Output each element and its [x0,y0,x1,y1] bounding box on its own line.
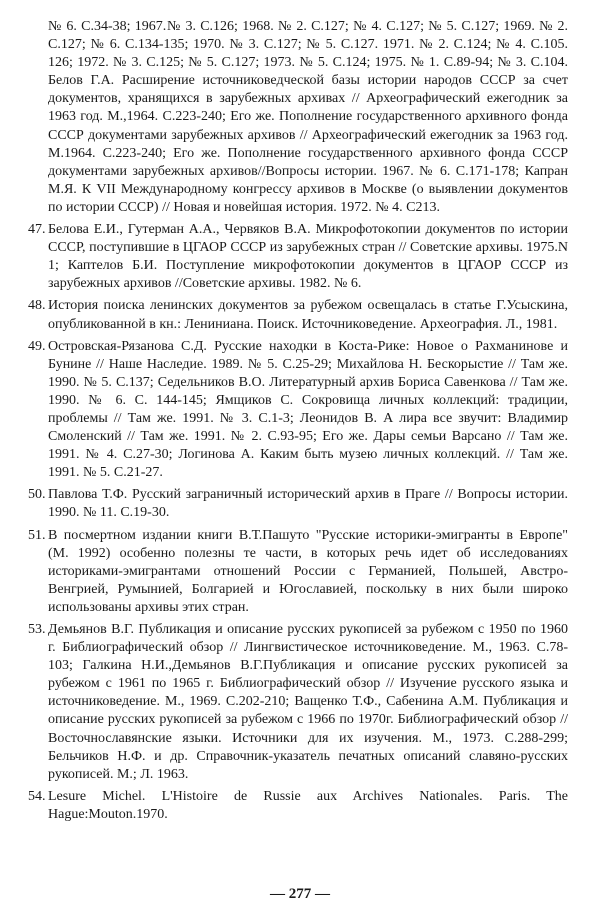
endnote-51 [28,527,568,617]
endnote-47 [28,221,568,293]
endnote-53 [28,621,568,784]
endnote-text: № 6. С.34-38; 1967.№ 3. С.126; 1968. № 2. С.127; № 4. С.127; № 5. С.127; 1969. № 2. С.127; № 6. С.134-135; 1970. № 3. С.127; № 5. С.127. 1971. № 2. С.124; № 4. С.105. 126; 1972. № 3. С.125; № 5. С.127; 1973. № 5. С.124; 1975. № 1. С.89-94; № 3. С.104. Белов Г.А. Расширение источниковедческой базы истории народов СССР за счет документов, хранящихся в зарубежных архивах // Археографический ежегодник за 1963 год. М.,1964. С.223-240; Его же. Пополнение государственного архивного фонда СССР документами зарубежных архивов // Археографический ежегодник за 1963 год. М.1964. С.223-240; Его же. Пополнение государственного архивного фонда СССР документами зарубежных архивов//Вопросы истории. 1967. № 6. С.171-178; Капран М.Я. К VII Международному конгрессу архивов в Москве (о выявлении документов по истории СССР) // Новая и новейшая история. 1972. № 4. С213. [48,19,568,215]
endnote-text: Белова Е.И., Гутерман А.А., Червяков В.А. Микрофотокопии документов по истории СССР, поступившие в ЦГАОР СССР из зарубежных стран // Советские архивы. 1975.N 1; Каптелов Б.И. Поступление микрофотокопии документов в ЦГАОР СССР из зарубежных архивов //Советские архивы. 1982. № 6. [48,222,568,292]
endnote-text: Демьянов В.Г. Публикация и описание русских рукописей за рубежом с 1950 по 1960 г. Библиографический обзор // Лингвистическое источниковедение. М., 1963. С.78-103; Галкина Н.И.,Демьянов В.Г.Публикация и описание русских рукописей за рубежом с 1961 по 1965 г. Библиографический обзор // Изучение русского языка и источниковедение. М., 1969. С.202-210; Ващенко Т.Ф., Сабенина А.М. Публикация и описание русских рукописей за рубежом с 1966 по 1970г. Библиографический обзор // Восточнославянские языки. Источники для их изучения. М., 1973. С.288-299; Бельчиков Н.Ф. и др. Справочник-указатель печатных описаний славяно-русских рукописей. М.; Л. 1963. [48,622,568,782]
endnote-49 [28,338,568,483]
endnote-continuation [28,18,568,217]
endnote-text: История поиска ленинских документов за рубежом освещалась в статье Г.Усыскина, опубликованной в кн.: Лениниана. Поиск. Источниковедение. Археография. Л., 1981. [48,298,568,332]
endnote-text: Павлова Т.Ф. Русский заграничный исторический архив в Праге // Вопросы истории. 1990. № 11. С.19-30. [48,487,568,521]
endnote-number: 49. [28,338,46,354]
endnote-number: 48. [28,298,46,314]
endnote-50 [28,486,568,522]
endnote-number: 53. [28,622,46,637]
endnote-text: Островская-Рязанова С.Д. Русские находки в Коста-Рике: Новое о Рахманинове и Бунине // Наше Наследие. 1989. № 5. С.25-29; Михайлова Н. Бескорыстие // Там же. 1990. № 5. С.137; Седельников В.О. Литературный архив Бориса Савенкова // Там же. 1990. № 6. С. 144-145; Ямщиков С. Сокровища личных коллекций: традиции, проблемы // Там же. 1991. № 3. С.1-3; Леонидов В. А лира все звучит: Владимир Смоленский // Там же. 1991. № 2. С.93-95; Его же. Дары семьи Варсано // Там же. 1991. № 4. С.27-30; Логинова А. Каким быть музею личных коллекций. // Там же. 1991. № 5. С.21-27. [48,338,568,481]
endnote-number: 51. [28,527,46,543]
endnote-number: 54. [28,788,46,804]
endnote-text: Lesure Michel. L'Histoire de Russie aux Archives Nationales. Paris. The Hague:Mouton.1970. [48,788,568,822]
endnote-54 [28,788,568,824]
endnote-text: В посмертном издании книги В.Т.Пашуто "Русские историки-эмигранты в Европе" (М. 1992) особенно полезны те части, в которых речь идет об исследованиях историками-эмигрантами отношений России с Германией, Польшей, Австро-Венгрией, Румынией, Болгарией и Югославией, поскольку в них были широко использованы архивы этих стран. [48,527,568,615]
endnotes-list [28,18,568,824]
endnote-number: 47. [28,222,46,238]
endnote-48 [28,297,568,333]
page-number: — 277 — [270,886,330,902]
endnote-number: 50. [28,487,46,503]
